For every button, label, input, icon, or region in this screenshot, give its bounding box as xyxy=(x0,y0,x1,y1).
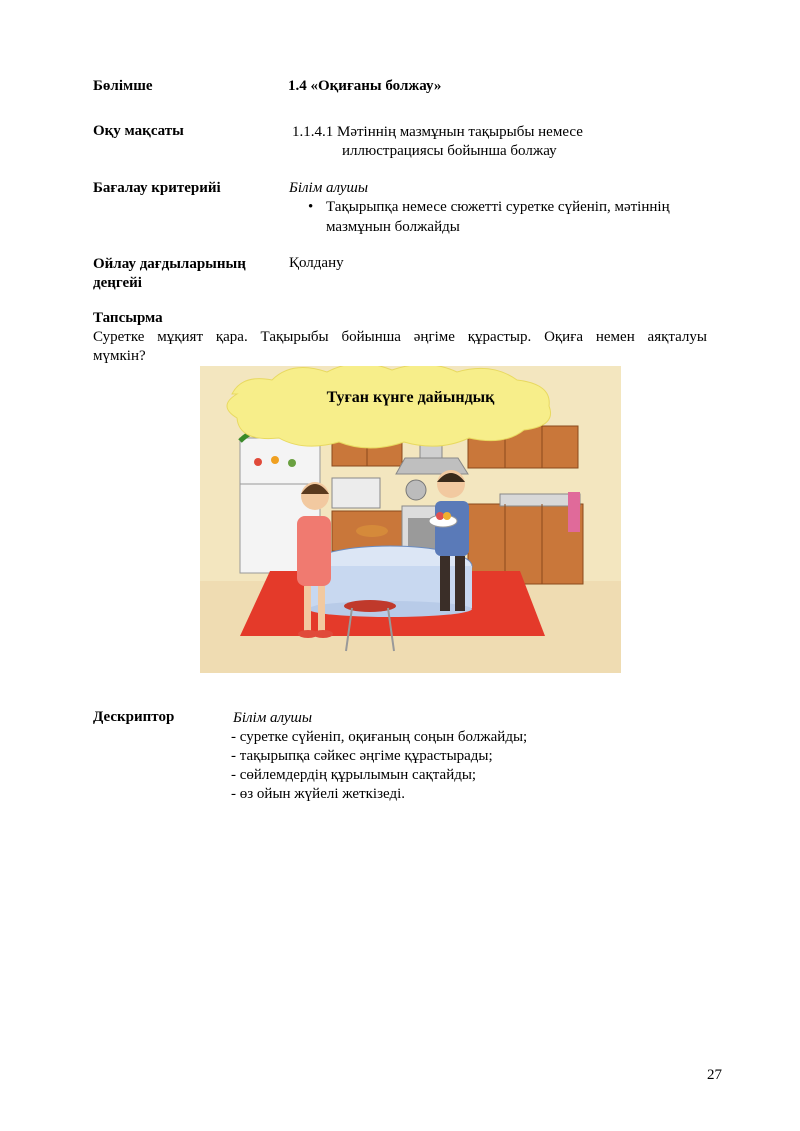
descriptor-item: - тақырыпқа сәйкес әңгіме құрастырады; xyxy=(231,748,493,764)
illustration-caption: Туған күнге дайындық xyxy=(326,389,495,406)
section-value: 1.4 «Оқиғаны болжау» xyxy=(288,78,442,94)
criteria-list xyxy=(304,197,714,237)
descriptor-learner: Білім алушы xyxy=(233,710,313,726)
descriptor-item: - сөйлемдердің құрылымын сақтайды; xyxy=(231,767,477,783)
task-title: Тапсырма xyxy=(93,310,163,326)
thinking-value: Қолдану xyxy=(289,255,344,271)
task-line-1: Суретке мұқият қара. Тақырыбы бойынша әңгіме құрастыр. Оқиға немен аяқталуы xyxy=(93,329,707,345)
thinking-label-1: Ойлау дағдыларының xyxy=(93,256,246,272)
objective-label: Оқу мақсаты xyxy=(93,123,184,139)
section-label: Бөлімше xyxy=(93,78,153,94)
descriptor-label: Дескриптор xyxy=(93,709,175,725)
objective-line-1: 1.1.4.1 Мәтіннің мазмұнын тақырыбы немесе xyxy=(292,124,583,140)
kitchen-illustration xyxy=(200,366,621,673)
objective-line-2: иллюстрациясы бойынша болжау xyxy=(342,143,557,159)
thinking-label-2: деңгейі xyxy=(93,275,142,291)
criteria-learner: Білім алушы xyxy=(289,180,369,196)
criteria-item: • Тақырыпқа немесе сюжетті суретке сүйеніп, мәтіннің мазмұнын болжайды xyxy=(304,197,714,237)
descriptor-item: - өз ойын жүйелі жеткізеді. xyxy=(231,786,406,802)
page-number: 27 xyxy=(707,1067,722,1083)
criteria-label: Бағалау критерийі xyxy=(93,180,221,196)
descriptor-item: - суретке сүйеніп, оқиғаның соңын болжайды; xyxy=(231,729,528,745)
task-line-2: мүмкін? xyxy=(93,348,146,364)
